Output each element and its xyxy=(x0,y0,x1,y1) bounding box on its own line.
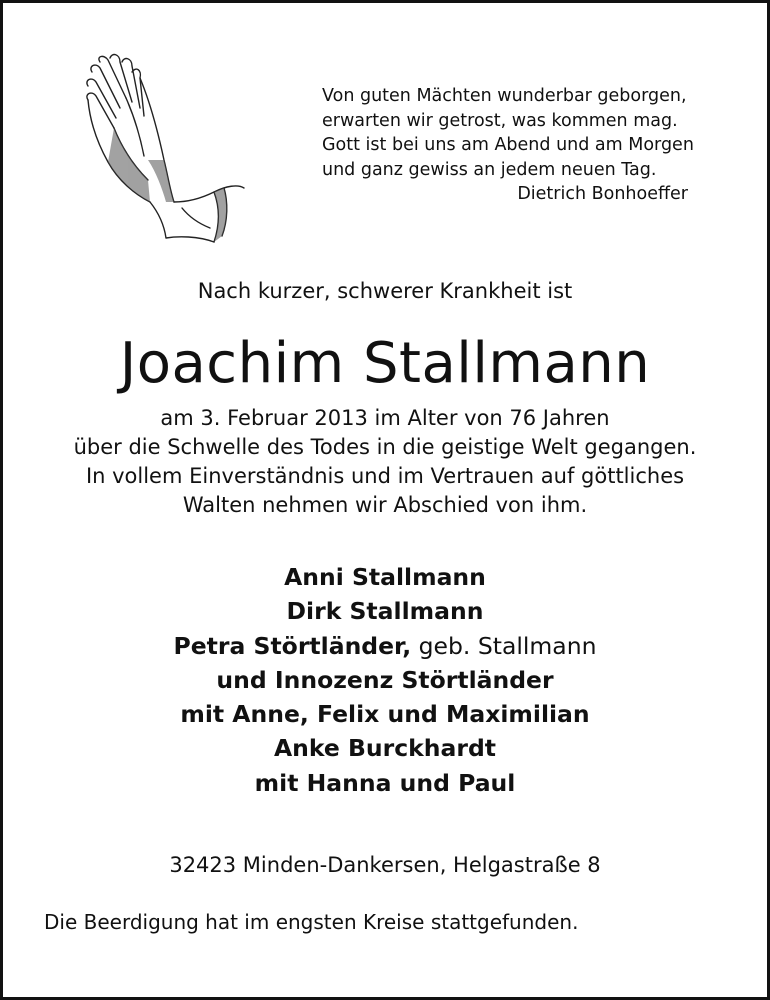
family-member: Dirk Stallmann xyxy=(286,597,484,626)
maiden-name: geb. Stallmann xyxy=(411,631,597,660)
quote-line: Von guten Mächten wunderbar geborgen, xyxy=(322,86,687,106)
quote-line: und ganz gewiss an jedem neuen Tag. xyxy=(322,159,657,180)
intro-text: Nach kurzer, schwerer Krankheit ist xyxy=(197,279,573,303)
announcement-text xyxy=(0,404,770,520)
family-signatures xyxy=(0,560,770,800)
quote-line: erwarten wir getrost, was kommen mag. xyxy=(322,110,678,131)
family-member-name: Petra Störtländer, xyxy=(173,631,412,660)
quote-author: Dietrich Bonhoeffer xyxy=(517,184,688,204)
family-member: Anni Stallmann xyxy=(284,563,486,591)
deceased-name: Joachim Stallmann xyxy=(119,331,651,396)
bonhoeffer-quote xyxy=(322,84,732,207)
funeral-note: Die Beerdigung hat im engsten Kreise stattgefunden. xyxy=(44,910,579,934)
announcement-line: über die Schwelle des Todes in die geistige Welt gegangen. xyxy=(73,435,697,459)
family-member: mit Anne, Felix und Maximilian xyxy=(180,700,590,729)
family-member-petra xyxy=(0,629,770,663)
address: 32423 Minden-Dankersen, Helgastraße 8 xyxy=(169,853,601,877)
praying-hands-icon xyxy=(78,52,246,252)
family-member: und Innozenz Störtländer xyxy=(216,665,554,694)
family-member: mit Hanna und Paul xyxy=(254,768,516,797)
announcement-line: In vollem Einverständnis und im Vertrauen auf göttliches xyxy=(85,464,685,488)
family-member: Anke Burckhardt xyxy=(273,734,497,763)
announcement-line: am 3. Februar 2013 im Alter von 76 Jahren xyxy=(160,406,610,430)
quote-line: Gott ist bei uns am Abend und am Morgen xyxy=(322,135,694,155)
announcement-line: Walten nehmen wir Abschied von ihm. xyxy=(182,493,588,517)
